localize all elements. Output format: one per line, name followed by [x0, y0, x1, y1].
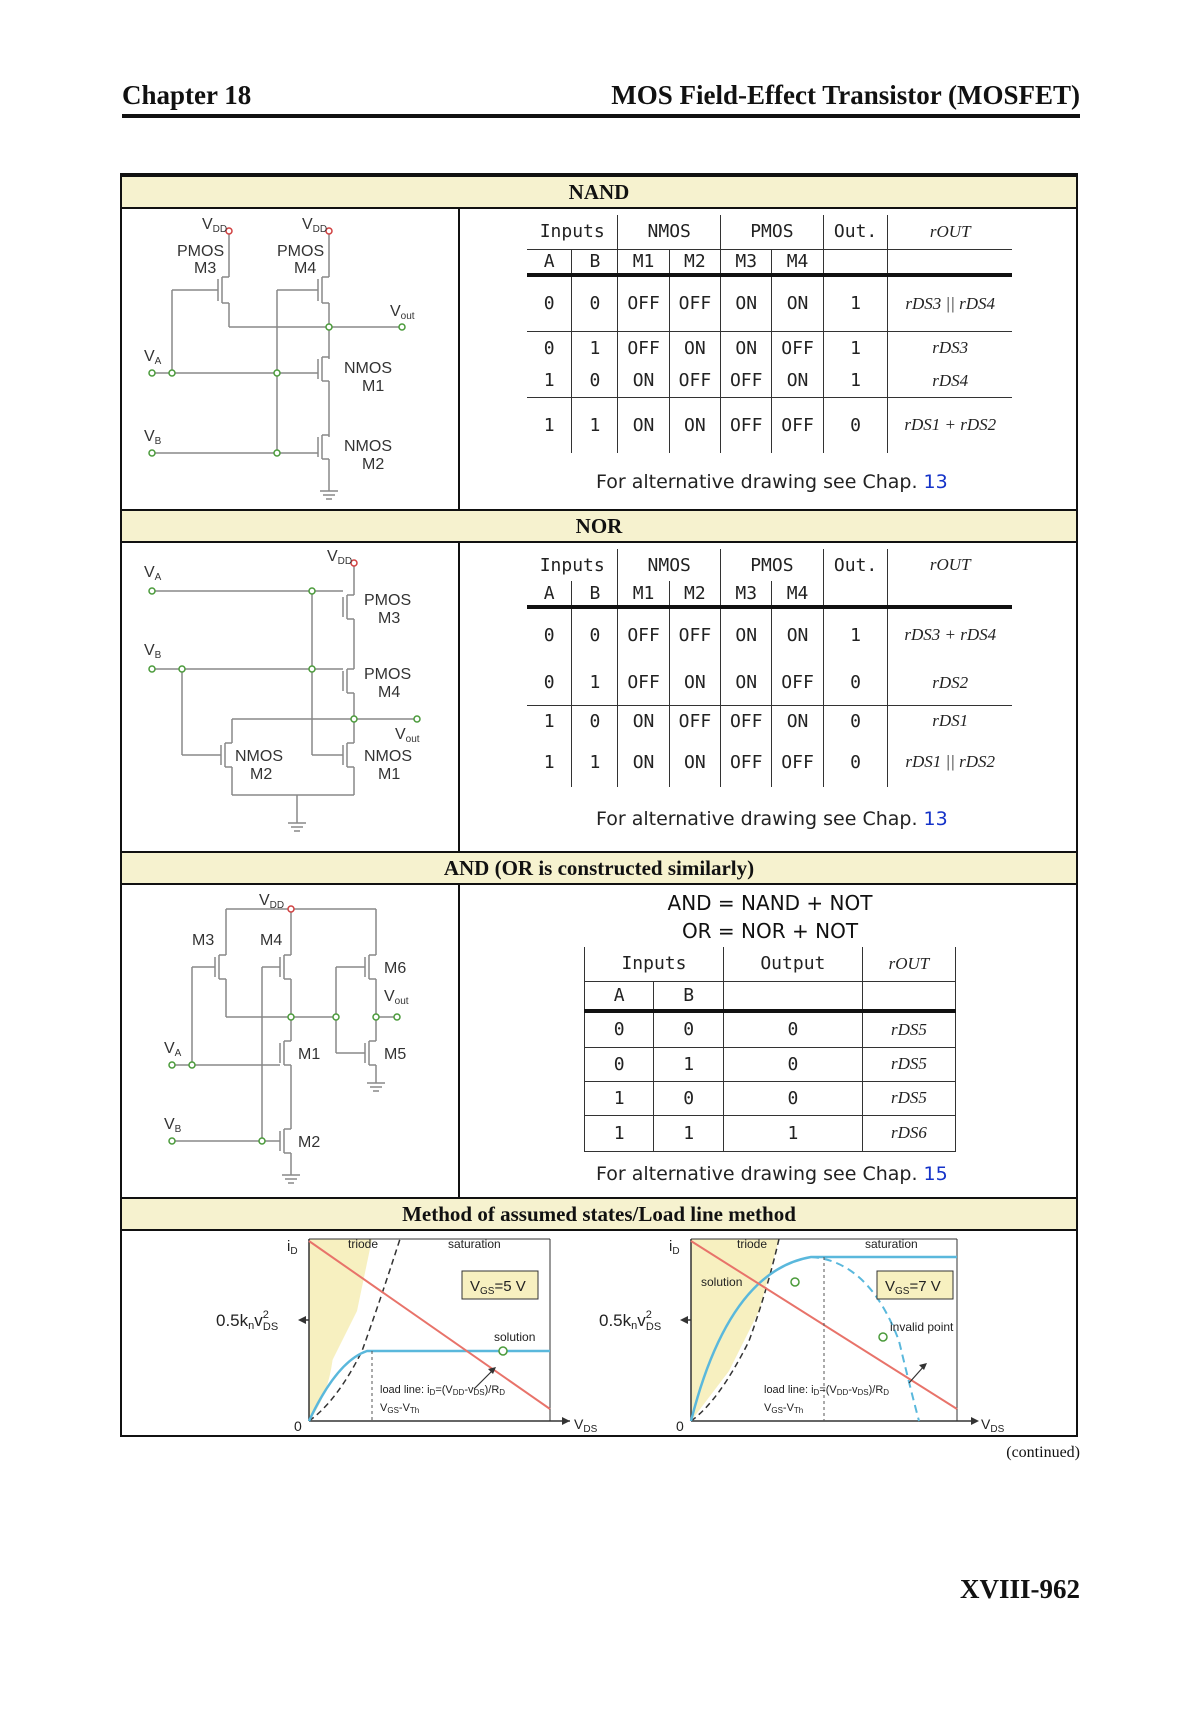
svg-text:M3: M3 [194, 260, 217, 277]
svg-text:NMOS: NMOS [344, 438, 392, 455]
table-row: 0 1 OFF ON ON OFF 0 rDS2 [527, 661, 1012, 705]
table-row: 1 1 1 rDS6 [585, 1115, 956, 1151]
svg-text:VDD: VDD [259, 892, 285, 911]
svg-text:0.5knv2DS: 0.5knv$^2$ DS [216, 1309, 279, 1333]
svg-text:VB: VB [144, 642, 162, 661]
nor-section-title: NOR [122, 509, 1076, 543]
page-number: XVIII-962 [959, 1574, 1080, 1604]
svg-text:invalid point: invalid point [890, 1320, 954, 1334]
table-row: 1 0 ON OFF OFF ON 1 rDS4 [527, 365, 1012, 397]
svg-text:Vout: Vout [390, 303, 415, 322]
table-row: 0 0 0 rDS5 [585, 1011, 956, 1047]
nand-truth-table: Inputs NMOS PMOS Out. rOUT A B M1 M2 M3 M4 0 0 OFF OFF ON ON 1 rDS3 || rDS4 0 1 OFF ON ON OFF 1 rDS3 1 0 ON OFF OFF ON 1 rDS4 1 1 ON ON OFF OFF 0 rDS1 + rDS2 [527, 215, 1012, 453]
svg-text:saturation: saturation [865, 1237, 918, 1251]
svg-text:solution: solution [701, 1275, 743, 1289]
svg-text:Vout: Vout [395, 726, 420, 745]
svg-text:VA: VA [144, 564, 162, 583]
svg-text:M1: M1 [298, 1046, 321, 1063]
summary-table-frame [120, 173, 1078, 1437]
svg-text:NMOS: NMOS [235, 748, 283, 765]
svg-text:VA: VA [144, 348, 162, 367]
nor-truth-table: Inputs NMOS PMOS Out. rOUT A B M1 M2 M3 M4 0 0 OFF OFF ON ON 1 rDS3 + rDS4 0 1 OFF ON ON OFF 0 rDS2 1 0 ON OFF OFF ON 0 rDS1 1 1 ON ON OFF OFF 0 rDS1 || rDS2 [527, 549, 1012, 787]
svg-text:VGS-VTh: VGS-VTh [764, 1402, 804, 1415]
svg-text:M4: M4 [260, 932, 283, 949]
svg-text:triode: triode [348, 1237, 379, 1251]
table-row: 1 1 ON ON OFF OFF 0 rDS1 + rDS2 [527, 397, 1012, 453]
table-row: 0 0 OFF OFF ON ON 1 rDS3 + rDS4 [527, 607, 1012, 661]
table-row: 0 1 OFF ON ON OFF 1 rDS3 [527, 331, 1012, 365]
chapter-label: Chapter 18 [122, 80, 252, 110]
nand-circuit-diagram [122, 209, 458, 509]
svg-text:load line: iD=(VDD-vDS)/RD: load line: iD=(VDD-vDS)/RD [380, 1384, 506, 1397]
svg-text:VB: VB [164, 1116, 182, 1135]
and-equation: AND = NAND + NOT [667, 891, 873, 915]
svg-text:VA: VA [164, 1040, 182, 1059]
svg-text:NMOS: NMOS [344, 360, 392, 377]
table-row: 0 1 0 rDS5 [585, 1047, 956, 1081]
svg-text:M1: M1 [378, 766, 401, 783]
svg-text:M3: M3 [192, 932, 215, 949]
svg-text:M4: M4 [294, 260, 317, 277]
table-row: 1 1 ON ON OFF OFF 0 rDS1 || rDS2 [527, 737, 1012, 787]
svg-text:PMOS: PMOS [364, 592, 412, 609]
svg-text:NMOS: NMOS [364, 748, 412, 765]
svg-text:load line: iD=(VDD-vDS)/RD: load line: iD=(VDD-vDS)/RD [764, 1384, 890, 1397]
or-equation: OR = NOR + NOT [681, 919, 859, 943]
and-circuit-diagram [122, 885, 458, 1197]
svg-text:M5: M5 [384, 1046, 407, 1063]
svg-text:iD: $i_D$ [287, 1238, 298, 1257]
nand-divider [458, 209, 460, 509]
svg-text:VGS-VTh: VGS-VTh [380, 1402, 420, 1415]
nor-chapter-link[interactable]: 13 [923, 808, 948, 830]
svg-text:PMOS: PMOS [364, 666, 412, 683]
and-truth-table: Inputs Output rOUT A B 0 0 0 rDS5 0 1 0 rDS5 1 0 0 rDS5 1 1 1 rDS6 [584, 947, 956, 1152]
svg-text:Vout: Vout [384, 988, 409, 1007]
nand-chapter-link[interactable]: 13 [923, 471, 948, 493]
nor-divider [458, 543, 460, 851]
load-line-graph-vgs7 [599, 1231, 1076, 1435]
pmos3-label: PMOS [177, 243, 225, 260]
svg-text:0: 0 [294, 1418, 302, 1434]
svg-text:VGS=5 V: $V_{GS}=5$ V [470, 1278, 526, 1297]
load-line-graph-vgs5 [122, 1231, 599, 1435]
svg-text:0: 0 [676, 1418, 684, 1434]
table-row: 1 0 0 rDS5 [585, 1081, 956, 1115]
and-chapter-link[interactable]: 15 [923, 1163, 948, 1185]
nor-alt-note: For alternative drawing see Chap. 13 [596, 808, 948, 830]
svg-text:solution: solution [494, 1330, 536, 1344]
svg-text:M2: M2 [250, 766, 273, 783]
svg-text:M3: M3 [378, 610, 401, 627]
svg-text:M2: M2 [298, 1134, 321, 1151]
table-row: 0 0 OFF OFF ON ON 1 rDS3 || rDS4 [527, 275, 1012, 331]
svg-text:M6: M6 [384, 960, 407, 977]
svg-text:triode: triode [737, 1237, 768, 1251]
and-section-title: AND (OR is constructed similarly) [122, 851, 1076, 885]
svg-text:iD: $i_D$ [669, 1238, 680, 1257]
chapter-title: MOS Field-Effect Transistor (MOSFET) [611, 80, 1080, 110]
page-header [122, 80, 1080, 118]
nand-section-title: NAND [122, 175, 1076, 209]
svg-text:M2: M2 [362, 456, 385, 473]
table-row: 1 0 ON OFF OFF ON 0 rDS1 [527, 705, 1012, 737]
svg-text:VDD: VDD [202, 216, 228, 235]
svg-text:VDD: VDD [327, 548, 353, 567]
svg-text:saturation: saturation [448, 1237, 501, 1251]
pmos4-label: PMOS [277, 243, 325, 260]
svg-text:VDS: $V_{DS}$ [574, 1416, 598, 1435]
svg-text:0.5knv2DS: 0.5knv$^2$ DS [599, 1309, 662, 1333]
svg-text:VB: VB [144, 428, 162, 447]
nand-alt-note: For alternative drawing see Chap. 13 [596, 471, 948, 493]
svg-text:VDS: $V_{DS}$ [981, 1416, 1005, 1435]
method-section-title: Method of assumed states/Load line method [122, 1197, 1076, 1231]
svg-text:VGS=7 V: $V_{GS}=7$ V [885, 1278, 941, 1297]
continued-note: (continued) [1006, 1444, 1080, 1461]
svg-text:M4: M4 [378, 684, 401, 701]
svg-text:VDD: VDD [302, 216, 328, 235]
and-alt-note: For alternative drawing see Chap. 15 [596, 1163, 948, 1185]
svg-text:M1: M1 [362, 378, 385, 395]
nor-circuit-diagram [122, 543, 458, 851]
